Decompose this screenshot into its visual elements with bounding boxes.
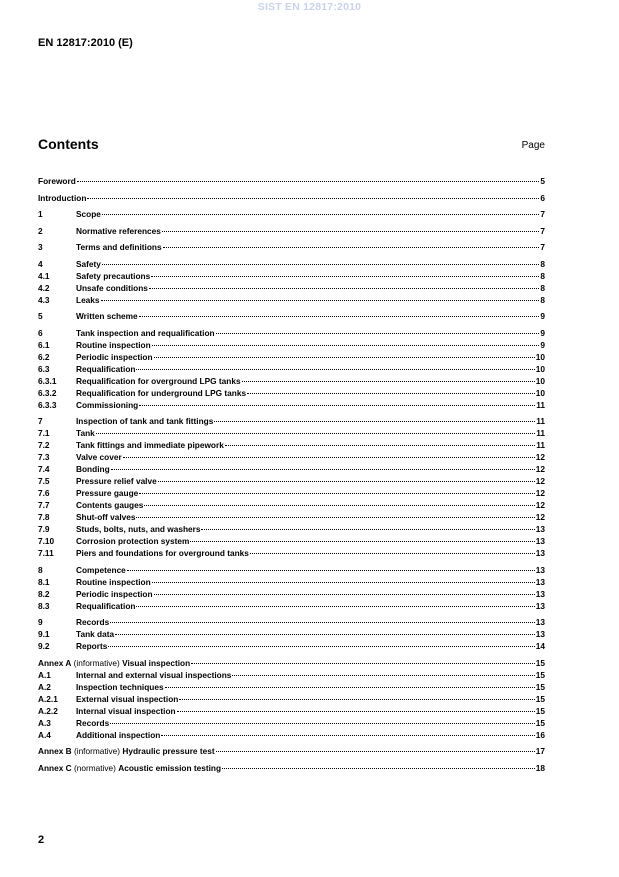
footer-page-number: 2 <box>38 834 45 846</box>
toc-entry[interactable] <box>38 705 545 717</box>
dot-leader <box>154 594 535 595</box>
toc-entry-number: 6.3.3 <box>38 399 57 410</box>
toc-entry-number: 4 <box>38 258 43 269</box>
toc-entry[interactable] <box>38 327 545 339</box>
toc-entry-page: 7 <box>540 242 545 252</box>
toc-entry[interactable] <box>38 208 545 220</box>
toc-entry[interactable] <box>38 600 545 612</box>
toc-entry-page: 12 <box>535 452 545 462</box>
toc-entry-title: Records <box>76 617 110 627</box>
toc-entry-page: 10 <box>535 387 545 398</box>
toc-group <box>38 175 545 187</box>
toc-group <box>38 564 545 612</box>
toc-entry[interactable] <box>38 547 545 559</box>
toc-entry-number: A.3 <box>38 717 51 728</box>
dot-leader <box>225 445 535 446</box>
toc-entry[interactable] <box>38 451 545 463</box>
dot-leader <box>144 505 534 506</box>
toc-entry-title: Periodic inspection <box>76 351 153 362</box>
toc-entry[interactable] <box>38 669 545 681</box>
toc-entry-number: A.1 <box>38 669 51 680</box>
annex-note: (informative) <box>71 657 123 668</box>
toc-entry-number: 8.2 <box>38 588 50 599</box>
toc-entry-title: Internal visual inspection <box>76 705 176 716</box>
dot-leader <box>139 316 540 317</box>
toc-entry-page: 13 <box>535 564 545 575</box>
toc-entry[interactable] <box>38 241 545 253</box>
dot-leader <box>101 300 540 301</box>
toc-entry-title: Requalification for underground LPG tanks <box>76 387 247 398</box>
annex-title: Visual inspection <box>122 657 191 668</box>
toc-entry-title: Periodic inspection <box>76 588 153 599</box>
dot-leader <box>216 333 540 334</box>
toc-entry-page: 13 <box>535 629 545 639</box>
toc-entry-title: Internal and external visual inspections <box>76 669 232 680</box>
toc-entry[interactable] <box>38 657 545 669</box>
toc-entry-page: 9 <box>540 327 545 338</box>
annex-label: Annex C <box>38 762 72 773</box>
toc-entry[interactable] <box>38 681 545 693</box>
toc-entry[interactable] <box>38 387 545 399</box>
toc-entry[interactable] <box>38 762 545 774</box>
dot-leader <box>151 276 539 277</box>
toc-entry-page: 13 <box>535 536 545 546</box>
toc-entry-title: Tank data <box>76 629 115 639</box>
toc-group <box>38 258 545 306</box>
toc-entry-title <box>38 745 215 757</box>
toc-group <box>38 192 545 204</box>
toc-entry-page: 15 <box>535 681 545 692</box>
toc-entry[interactable] <box>38 564 545 576</box>
dot-leader <box>108 646 534 647</box>
toc-entry-title: Safety <box>76 258 101 269</box>
toc-entry[interactable] <box>38 640 545 652</box>
dot-leader <box>216 751 535 752</box>
toc-entry-title: Corrosion protection system <box>76 536 190 546</box>
toc-entry-title: External visual inspection <box>76 693 179 704</box>
toc-entry-number: 8 <box>38 564 43 575</box>
dot-leader <box>250 553 535 554</box>
toc-entry[interactable] <box>38 375 545 387</box>
toc-entry-title: Studs, bolts, nuts, and washers <box>76 524 201 534</box>
toc-entry-number: 7.7 <box>38 500 50 510</box>
toc-entry-number: 7.3 <box>38 452 50 462</box>
toc-entry-number: A.2.2 <box>38 705 58 716</box>
dot-leader <box>158 481 535 482</box>
toc-entry-title: Requalification for overground LPG tanks <box>76 375 241 386</box>
toc-entry-number: 6.3.2 <box>38 387 57 398</box>
toc-entry-number: 9 <box>38 617 43 627</box>
watermark: SIST EN 12817:2010 <box>257 1 362 13</box>
toc-entry-title: Terms and definitions <box>76 242 162 252</box>
toc-group <box>38 310 545 322</box>
toc-entry[interactable] <box>38 588 545 600</box>
toc-entry-page: 15 <box>535 657 545 668</box>
dot-leader <box>115 634 535 635</box>
toc-entry[interactable] <box>38 270 545 282</box>
dot-leader <box>96 433 535 434</box>
toc-entry[interactable] <box>38 399 545 411</box>
toc-entry-page: 15 <box>535 669 545 680</box>
dot-leader <box>123 457 535 458</box>
toc-entry-title: Pressure relief valve <box>76 476 157 486</box>
dot-leader <box>136 606 534 607</box>
toc-entry-title: Introduction <box>38 192 87 203</box>
dot-leader <box>152 345 540 346</box>
toc-entry-title: Safety precautions <box>76 270 151 281</box>
toc-entry[interactable] <box>38 415 545 427</box>
toc-entry-title: Tank fittings and immediate pipework <box>76 440 224 450</box>
dot-leader <box>163 247 540 248</box>
dot-leader <box>102 214 539 215</box>
toc-entry-title: Leaks <box>76 294 100 305</box>
dot-leader <box>242 381 535 382</box>
toc-entry-title: Records <box>76 717 110 728</box>
toc-entry-title: Competence <box>76 564 126 575</box>
toc-entry-page: 7 <box>540 225 545 236</box>
toc-entry-number: 7.5 <box>38 476 50 486</box>
toc-entry[interactable] <box>38 225 545 237</box>
toc-entry[interactable] <box>38 576 545 588</box>
toc-entry-title <box>38 762 221 774</box>
toc-entry-page: 16 <box>535 729 545 740</box>
toc-entry-title: Contents gauges <box>76 500 144 510</box>
toc-entry-number: 6.3.1 <box>38 375 57 386</box>
toc-entry-number: 8.3 <box>38 600 50 611</box>
dot-leader <box>139 493 535 494</box>
toc-entry-page: 8 <box>540 282 545 293</box>
toc-entry[interactable] <box>38 535 545 547</box>
toc-entry-number: 7.11 <box>38 548 54 558</box>
toc-entry-page: 9 <box>540 339 545 350</box>
toc-group <box>38 745 545 757</box>
toc-entry-title: Reports <box>76 641 108 651</box>
toc-entry-page: 8 <box>540 294 545 305</box>
toc-entry-title: Inspection techniques <box>76 681 164 692</box>
toc-entry-title: Pressure gauge <box>76 488 139 498</box>
toc-entry-page: 13 <box>535 576 545 587</box>
toc-entry-page: 11 <box>536 428 545 438</box>
toc-entry-number: 7.9 <box>38 524 50 534</box>
dot-leader <box>154 357 535 358</box>
dot-leader <box>136 517 534 518</box>
toc-entry-title: Tank inspection and requalification <box>76 327 215 338</box>
toc-entry-page: 8 <box>540 270 545 281</box>
toc-entry-number: 4.2 <box>38 282 50 293</box>
dot-leader <box>247 393 535 394</box>
toc-entry-page: 13 <box>535 617 545 627</box>
dot-leader <box>162 231 540 232</box>
dot-leader <box>165 687 535 688</box>
toc-entry[interactable] <box>38 258 545 270</box>
toc-entry[interactable] <box>38 628 545 640</box>
dot-leader <box>111 469 535 470</box>
toc-entry[interactable] <box>38 745 545 757</box>
toc-entry-page: 9 <box>540 311 545 321</box>
toc-entry-number: 1 <box>38 209 43 219</box>
dot-leader <box>127 570 535 571</box>
dot-leader <box>110 622 535 623</box>
toc-entry-number: 7.8 <box>38 512 50 522</box>
toc-entry-number: 9.2 <box>38 641 50 651</box>
dot-leader <box>191 663 535 664</box>
toc-entry[interactable] <box>38 475 545 487</box>
toc-entry-page: 7 <box>540 209 545 219</box>
toc-entry-page: 14 <box>535 641 545 651</box>
annex-title: Hydraulic pressure test <box>122 746 215 756</box>
toc-entry-page: 5 <box>540 176 545 186</box>
toc-entry-page: 6 <box>540 192 545 203</box>
toc-entry-number: 7.10 <box>38 536 55 546</box>
toc-entry[interactable] <box>38 729 545 741</box>
toc-entry-title: Bonding <box>76 464 110 474</box>
toc-entry-title: Requalification <box>76 363 136 374</box>
toc-entry-title: Normative references <box>76 225 161 236</box>
toc-entry[interactable] <box>38 310 545 322</box>
toc-entry[interactable] <box>38 192 545 204</box>
toc-entry-page: 15 <box>535 717 545 728</box>
toc-entry-title: Written scheme <box>76 311 138 321</box>
toc-entry[interactable] <box>38 439 545 451</box>
toc-entry-page: 10 <box>535 375 545 386</box>
toc-entry-page: 18 <box>535 762 545 773</box>
toc-entry[interactable] <box>38 693 545 705</box>
dot-leader <box>149 288 539 289</box>
toc-entry-page: 11 <box>536 399 545 410</box>
dot-leader <box>232 675 534 676</box>
toc-entry-page: 13 <box>535 548 545 558</box>
toc-entry-page: 13 <box>535 588 545 599</box>
toc-entry-title: Unsafe conditions <box>76 282 148 293</box>
toc-group <box>38 616 545 652</box>
toc-entry-title: Additional inspection <box>76 729 161 740</box>
toc-entry-page: 17 <box>535 746 545 756</box>
toc-entry-title: Routine inspection <box>76 339 151 350</box>
dot-leader <box>190 541 534 542</box>
toc-entry-number: 4.1 <box>38 270 50 281</box>
toc-entry-number: 6.2 <box>38 351 50 362</box>
annex-note: (normative) <box>71 762 119 773</box>
toc-entry-number: 7.1 <box>38 428 50 438</box>
toc-entry-title <box>38 657 190 669</box>
toc-entry-page: 10 <box>535 351 545 362</box>
dot-leader <box>102 264 539 265</box>
toc-group <box>38 241 545 253</box>
toc-entry-number: A.2.1 <box>38 693 58 704</box>
toc-entry-title: Tank <box>76 428 95 438</box>
toc-entry-title: Shut-off valves <box>76 512 136 522</box>
toc-entry-number: 7.6 <box>38 488 50 498</box>
dot-leader <box>110 723 535 724</box>
toc-entry-page: 15 <box>535 693 545 704</box>
toc-entry-number: 9.1 <box>38 629 50 639</box>
dot-leader <box>136 369 534 370</box>
dot-leader <box>214 421 535 422</box>
toc-entry-page: 8 <box>540 258 545 269</box>
toc-group <box>38 657 545 741</box>
annex-note: (informative) <box>71 746 123 756</box>
toc-group <box>38 225 545 237</box>
toc-entry-page: 12 <box>535 488 545 498</box>
toc-entry[interactable] <box>38 487 545 499</box>
toc-entry[interactable] <box>38 499 545 511</box>
toc-entry[interactable] <box>38 511 545 523</box>
toc-entry[interactable] <box>38 351 545 363</box>
toc-entry-number: A.4 <box>38 729 51 740</box>
toc-entry-title: Piers and foundations for overground tanks <box>76 548 249 558</box>
toc-entry-number: 2 <box>38 225 43 236</box>
dot-leader <box>161 735 534 736</box>
dot-leader <box>179 699 534 700</box>
toc-entry-page: 15 <box>535 705 545 716</box>
toc-entry-number: A.2 <box>38 681 51 692</box>
toc-entry-number: 4.3 <box>38 294 50 305</box>
toc-entry-number: 3 <box>38 242 43 252</box>
toc-group <box>38 208 545 220</box>
toc-entry[interactable] <box>38 427 545 439</box>
table-of-contents <box>38 175 545 778</box>
toc-entry-title: Routine inspection <box>76 576 151 587</box>
toc-entry-number: 6.3 <box>38 363 50 374</box>
toc-entry-page: 10 <box>535 363 545 374</box>
toc-entry[interactable] <box>38 339 545 351</box>
toc-entry-title: Foreword <box>38 176 76 186</box>
dot-leader <box>201 529 534 530</box>
annex-title: Acoustic emission testing <box>118 762 222 773</box>
toc-entry[interactable] <box>38 363 545 375</box>
dot-leader <box>87 198 539 199</box>
toc-entry[interactable] <box>38 175 545 187</box>
toc-entry[interactable] <box>38 523 545 535</box>
toc-entry-number: 8.1 <box>38 576 50 587</box>
toc-entry-number: 7 <box>38 416 43 426</box>
toc-entry[interactable] <box>38 282 545 294</box>
annex-label: Annex B <box>38 746 72 756</box>
toc-group <box>38 415 545 559</box>
dot-leader <box>139 405 535 406</box>
dot-leader <box>152 582 535 583</box>
toc-entry[interactable] <box>38 616 545 628</box>
toc-group <box>38 327 545 411</box>
annex-label: Annex A <box>38 657 72 668</box>
toc-entry-number: 7.2 <box>38 440 50 450</box>
toc-group <box>38 762 545 774</box>
toc-entry[interactable] <box>38 717 545 729</box>
toc-entry-page: 11 <box>536 440 545 450</box>
toc-entry-page: 12 <box>535 464 545 474</box>
contents-heading: Contents <box>38 136 99 152</box>
toc-entry-page: 13 <box>535 600 545 611</box>
document-id: EN 12817:2010 (E) <box>38 37 133 49</box>
toc-entry-number: 7.4 <box>38 464 50 474</box>
toc-entry-title: Inspection of tank and tank fittings <box>76 416 214 426</box>
toc-entry-title: Commissioning <box>76 399 139 410</box>
toc-entry-page: 13 <box>535 524 545 534</box>
toc-entry-page: 12 <box>535 500 545 510</box>
dot-leader <box>222 768 535 769</box>
toc-entry-page: 12 <box>535 476 545 486</box>
toc-entry-title: Scope <box>76 209 101 219</box>
toc-entry[interactable] <box>38 294 545 306</box>
toc-entry-number: 6 <box>38 327 43 338</box>
toc-entry-number: 6.1 <box>38 339 50 350</box>
dot-leader <box>77 181 540 182</box>
toc-entry-title: Requalification <box>76 600 136 611</box>
toc-entry-page: 12 <box>535 512 545 522</box>
toc-entry-number: 5 <box>38 311 43 321</box>
page-column-label: Page <box>521 140 545 151</box>
dot-leader <box>177 711 535 712</box>
toc-entry-page: 11 <box>536 416 545 426</box>
toc-entry-title: Valve cover <box>76 452 122 462</box>
toc-entry[interactable] <box>38 463 545 475</box>
